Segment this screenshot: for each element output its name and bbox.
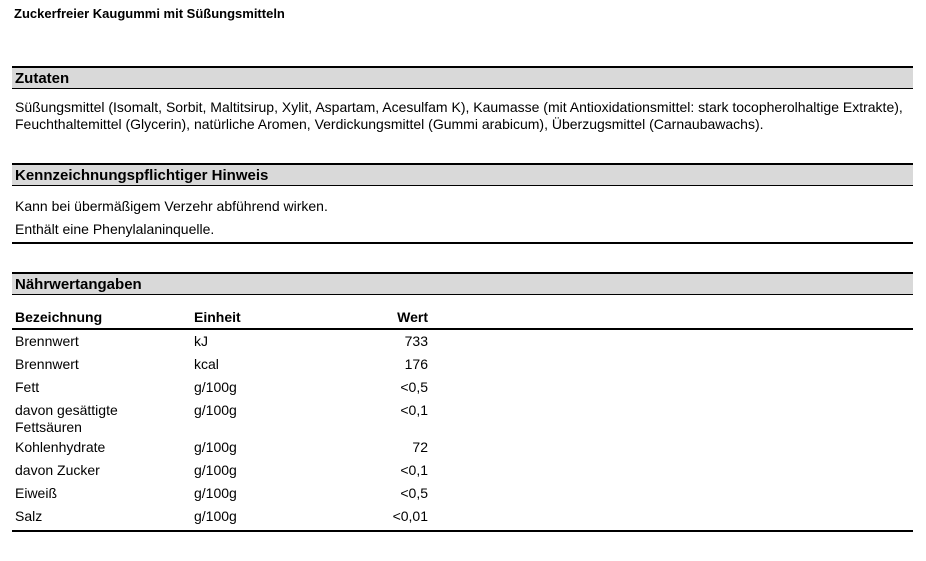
- row-value: <0,1: [400, 402, 428, 418]
- zutaten-text: Süßungsmittel (Isomalt, Sorbit, Maltitsirup, Xylit, Aspartam, Acesulfam K), Kaumasse (mit Antioxidationsmittel: stark tocopherolhaltige Extrakte), Feuchthaltemittel (Glycerin), natürliche Aromen, Verdickungsmittel (Gummi arabicum), Überzugsmittel (Carnaubawachs).: [15, 99, 903, 132]
- row-name: Salz: [15, 508, 43, 524]
- zutaten-heading: Zutaten: [12, 66, 913, 89]
- row-unit: g/100g: [194, 402, 237, 418]
- table-row: [12, 330, 913, 353]
- hinweis-lines: [12, 198, 913, 244]
- hinweis-line: Kann bei übermäßigem Verzehr abführend wirken.: [15, 198, 328, 214]
- row-name: Brennwert: [15, 333, 79, 349]
- row-value: 733: [404, 333, 428, 349]
- column-header-wert: Wert: [397, 309, 428, 325]
- row-unit: kJ: [194, 333, 208, 349]
- row-value: <0,5: [400, 379, 428, 395]
- table-row: [12, 399, 913, 436]
- hinweis-line: Enthält eine Phenylalaninquelle.: [15, 221, 215, 237]
- row-name: Fett: [15, 379, 40, 395]
- row-unit: g/100g: [194, 439, 237, 455]
- table-bottom-divider: [12, 530, 913, 532]
- page-title: Zuckerfreier Kaugummi mit Süßungsmitteln: [14, 6, 285, 21]
- table-row: [12, 376, 913, 399]
- column-header-bezeichnung: Bezeichnung: [15, 309, 103, 325]
- row-value: 72: [412, 439, 428, 455]
- row-value: 176: [404, 356, 428, 372]
- zutaten-section: [12, 66, 913, 133]
- table-row: [12, 482, 913, 505]
- row-value: <0,01: [392, 508, 428, 524]
- naehrwerte-section: [12, 272, 913, 295]
- row-unit: g/100g: [194, 508, 237, 524]
- table-row: [12, 505, 913, 528]
- row-name: Eiweiß: [15, 485, 58, 501]
- table-row: [12, 459, 913, 482]
- section-divider: [12, 242, 913, 244]
- row-value: <0,5: [400, 485, 428, 501]
- table-header-row: [12, 305, 913, 330]
- row-value: <0,1: [400, 462, 428, 478]
- naehrwerte-table: [12, 305, 913, 528]
- hinweis-heading: Kennzeichnungspflichtiger Hinweis: [12, 163, 913, 186]
- hinweis-section: [12, 163, 913, 244]
- row-name: Kohlenhydrate: [15, 439, 106, 455]
- row-unit: g/100g: [194, 462, 237, 478]
- naehrwerte-heading: Nährwertangaben: [12, 272, 913, 295]
- table-row: [12, 436, 913, 459]
- column-header-einheit: Einheit: [194, 309, 241, 325]
- row-name: davon gesättigte Fettsäuren: [15, 402, 118, 435]
- row-unit: g/100g: [194, 485, 237, 501]
- row-name: davon Zucker: [15, 462, 100, 478]
- row-unit: g/100g: [194, 379, 237, 395]
- table-row: [12, 353, 913, 376]
- row-unit: kcal: [194, 356, 219, 372]
- row-name: Brennwert: [15, 356, 79, 372]
